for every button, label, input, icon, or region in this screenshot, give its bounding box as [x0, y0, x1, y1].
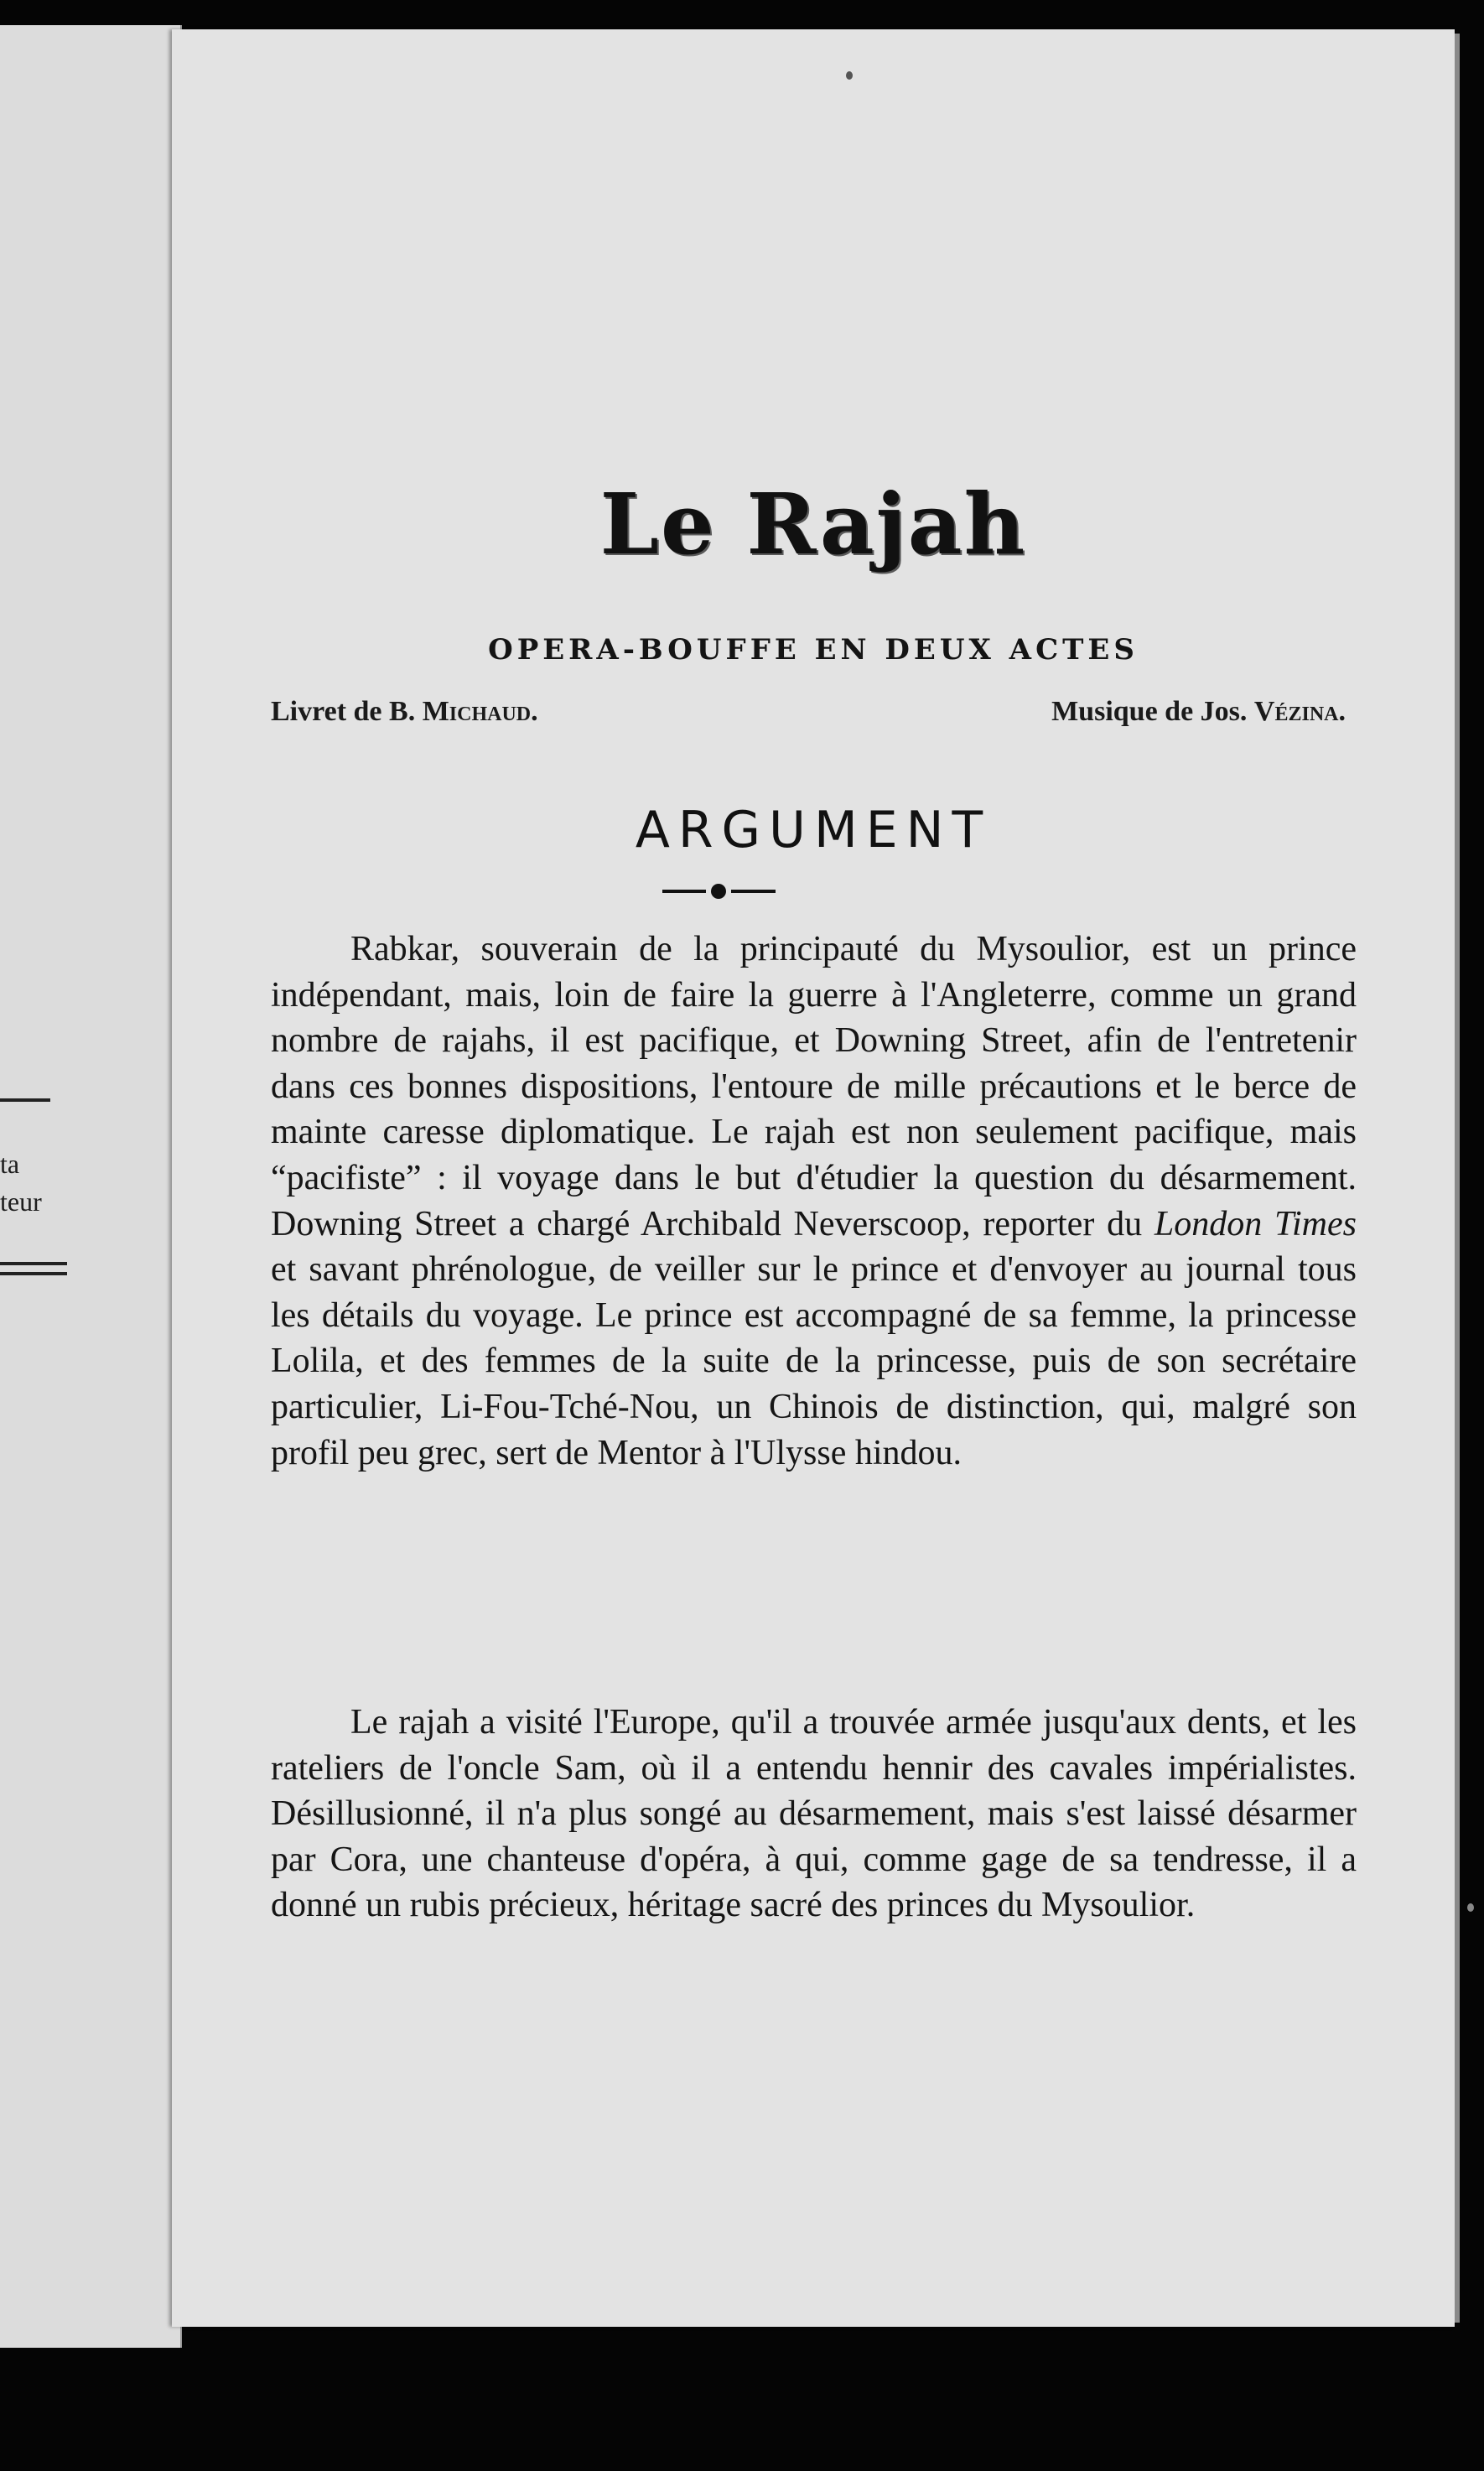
section-heading: ARGUMENT: [635, 801, 992, 859]
facing-page-edge: [0, 25, 182, 2348]
argument-paragraph-1: Rabkar, souverain de la principauté du Mysoulior, est un prince indépendant, mais, loin de faire la guerre à l'Angleterre, comme un grand nombre de rajahs, il est pacifique, et Downing Street, afin de l'entretenir dans ces bonnes dispositions, l'entoure de mille précautions et le berce de mainte caresse diplomatique. Le rajah est non seulement pacifique, mais “pacifiste” : il voyage dans le but d'étudier la question du désarmement. Downing Street a chargé Archibald Neverscoop, reporter du London Times et savant phrénologue, de veiller sur le prince et d'envoyer au journal tous les détails du voyage. Le prince est accompagné de sa femme, la princesse Lolila, et des femmes de la suite de la princesse, puis de son secrétaire particulier, Li-Fou-Tché-Nou, un Chinois de distinction, qui, malgré son profil peu grec, sert de Mentor à l'Ulysse hindou.: [271, 930, 1357, 1472]
libretto-credit: Livret de B. Michaud.: [271, 696, 538, 727]
credits-line: [271, 696, 1346, 728]
facing-page-text-fragment: teur: [0, 1186, 42, 1217]
paper-speck: [846, 71, 853, 80]
argument-paragraph-2: Le rajah a visité l'Europe, qu'il a trouvée armée jusqu'aux dents, et les rateliers de l'oncle Sam, où il a entendu hennir des cavales impérialistes. Désillusionné, il n'a plus songé au désarmement, mais s'est laissé désarmer par Cora, une chanteuse d'opéra, à qui, comme gage de sa tendresse, il a donné un rubis précieux, héritage sacré des princes du Mysoulior.: [271, 1703, 1357, 1925]
document-page: [172, 29, 1455, 2327]
document-subtitle: OPERA-BOUFFE EN DEUX ACTES: [488, 633, 1139, 667]
scan-speck: [1467, 1903, 1474, 1912]
librettist-name: Michaud.: [422, 696, 538, 727]
facing-page-text-fragment: ta: [0, 1149, 20, 1179]
ornament-divider: [662, 883, 776, 900]
facing-page-rule: [0, 1272, 67, 1275]
facing-page-rule: [0, 1262, 67, 1265]
facing-page-rule-top: [0, 1098, 50, 1102]
composer-name: Vézina.: [1253, 696, 1346, 727]
newspaper-title: London Times: [1154, 1204, 1357, 1243]
page-edge-shadow: [1455, 34, 1460, 2323]
music-credit: Musique de Jos. Vézina.: [1051, 696, 1346, 727]
document-title: Le Rajah: [599, 475, 1027, 574]
